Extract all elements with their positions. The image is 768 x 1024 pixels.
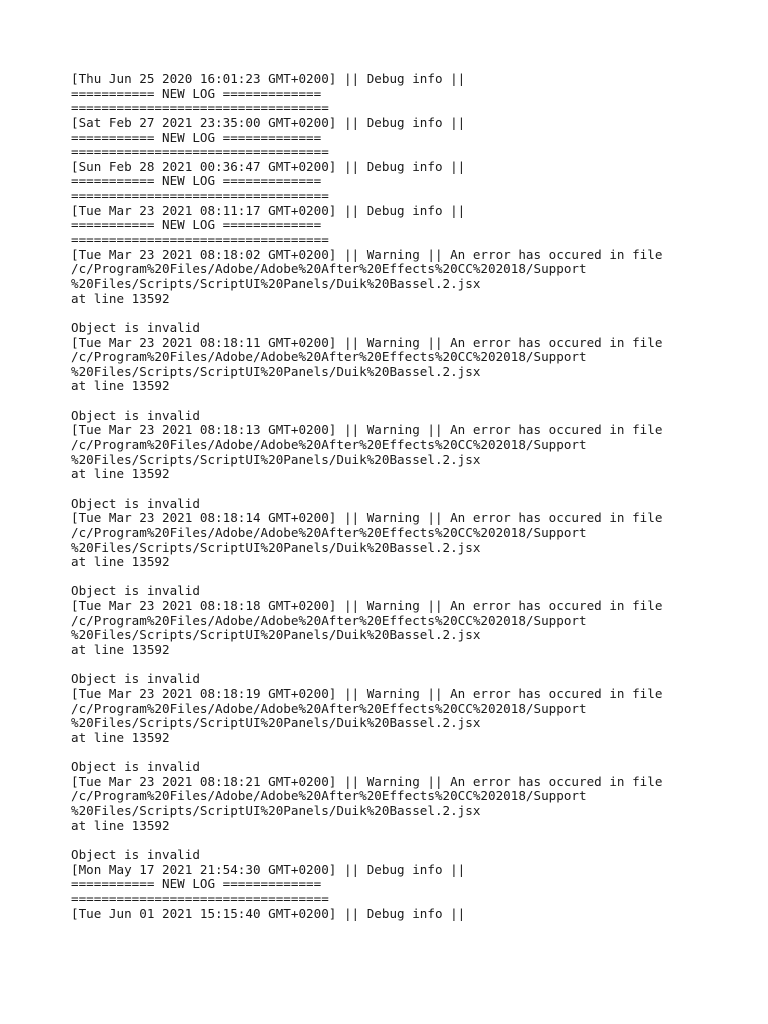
log-line: Object is invalid: [71, 495, 200, 511]
log-line: at line 13592: [71, 817, 170, 833]
log-line: =========== NEW LOG =============: [71, 129, 322, 145]
log-line: %20Files/Scripts/ScriptUI%20Panels/Duik%20Bassel.2.jsx: [71, 627, 481, 643]
log-line: [71, 745, 751, 760]
log-line: [71, 394, 751, 409]
log-line: at line 13592: [71, 641, 170, 657]
log-line: Object is invalid: [71, 846, 200, 862]
log-line: [Tue Mar 23 2021 08:18:18 GMT+0200] || Warning || An error has occured in file: [71, 598, 663, 614]
log-line: ==================================: [71, 144, 329, 160]
log-line: at line 13592: [71, 466, 170, 482]
log-line: /c/Program%20Files/Adobe/Adobe%20After%20Effects%20CC%202018/Support: [71, 524, 587, 540]
log-line: [71, 482, 751, 497]
log-line: [71, 833, 751, 848]
log-line: at line 13592: [71, 290, 170, 306]
log-line: ==================================: [71, 232, 329, 248]
log-line: =========== NEW LOG =============: [71, 173, 322, 189]
log-line: ==================================: [71, 100, 329, 116]
log-line: ==================================: [71, 188, 329, 204]
log-line: at line 13592: [71, 729, 170, 745]
log-line: /c/Program%20Files/Adobe/Adobe%20After%20Effects%20CC%202018/Support: [71, 261, 587, 277]
log-line: [Tue Mar 23 2021 08:18:21 GMT+0200] || Warning || An error has occured in file: [71, 773, 663, 789]
log-line: %20Files/Scripts/ScriptUI%20Panels/Duik%20Bassel.2.jsx: [71, 539, 481, 555]
log-line: at line 13592: [71, 378, 170, 394]
log-line: [Tue Mar 23 2021 08:18:14 GMT+0200] || Warning || An error has occured in file: [71, 510, 663, 526]
log-line: =========== NEW LOG =============: [71, 85, 322, 101]
log-line: %20Files/Scripts/ScriptUI%20Panels/Duik%20Bassel.2.jsx: [71, 363, 481, 379]
log-line: [Tue Mar 23 2021 08:18:13 GMT+0200] || Warning || An error has occured in file: [71, 422, 663, 438]
log-document: [71, 72, 751, 921]
log-line: /c/Program%20Files/Adobe/Adobe%20After%20Effects%20CC%202018/Support: [71, 788, 587, 804]
log-line: at line 13592: [71, 554, 170, 570]
log-line: [Thu Jun 25 2020 16:01:23 GMT+0200] || Debug info ||: [71, 71, 466, 86]
log-line: [Tue Mar 23 2021 08:18:19 GMT+0200] || Warning || An error has occured in file: [71, 685, 663, 701]
log-line: =========== NEW LOG =============: [71, 876, 322, 892]
log-line: [71, 570, 751, 585]
log-line: Object is invalid: [71, 671, 200, 687]
log-line: [Tue Mar 23 2021 08:18:11 GMT+0200] || Warning || An error has occured in file: [71, 334, 663, 350]
log-line: [Mon May 17 2021 21:54:30 GMT+0200] || Debug info ||: [71, 861, 466, 877]
log-line: Object is invalid: [71, 583, 200, 599]
log-line: /c/Program%20Files/Adobe/Adobe%20After%20Effects%20CC%202018/Support: [71, 700, 587, 716]
log-line: [71, 658, 751, 673]
log-line: [Tue Mar 23 2021 08:11:17 GMT+0200] || Debug info ||: [71, 202, 466, 218]
log-line: %20Files/Scripts/ScriptUI%20Panels/Duik%20Bassel.2.jsx: [71, 803, 481, 819]
log-line: /c/Program%20Files/Adobe/Adobe%20After%20Effects%20CC%202018/Support: [71, 349, 587, 365]
log-line: /c/Program%20Files/Adobe/Adobe%20After%20Effects%20CC%202018/Support: [71, 612, 587, 628]
log-line: /c/Program%20Files/Adobe/Adobe%20After%20Effects%20CC%202018/Support: [71, 437, 587, 453]
log-line: [71, 306, 751, 321]
log-line: [Sat Feb 27 2021 23:35:00 GMT+0200] || Debug info ||: [71, 114, 466, 130]
log-line: %20Files/Scripts/ScriptUI%20Panels/Duik%20Bassel.2.jsx: [71, 275, 481, 291]
log-line: Object is invalid: [71, 319, 200, 335]
log-line: Object is invalid: [71, 759, 200, 775]
log-line: ==================================: [71, 890, 329, 906]
log-line: =========== NEW LOG =============: [71, 217, 322, 233]
log-line: [Tue Mar 23 2021 08:18:02 GMT+0200] || Warning || An error has occured in file: [71, 246, 663, 262]
log-line: %20Files/Scripts/ScriptUI%20Panels/Duik%20Bassel.2.jsx: [71, 451, 481, 467]
log-line: [Sun Feb 28 2021 00:36:47 GMT+0200] || Debug info ||: [71, 158, 466, 174]
log-line: %20Files/Scripts/ScriptUI%20Panels/Duik%20Bassel.2.jsx: [71, 715, 481, 731]
log-line: Object is invalid: [71, 407, 200, 423]
log-line: [Tue Jun 01 2021 15:15:40 GMT+0200] || Debug info ||: [71, 905, 466, 921]
